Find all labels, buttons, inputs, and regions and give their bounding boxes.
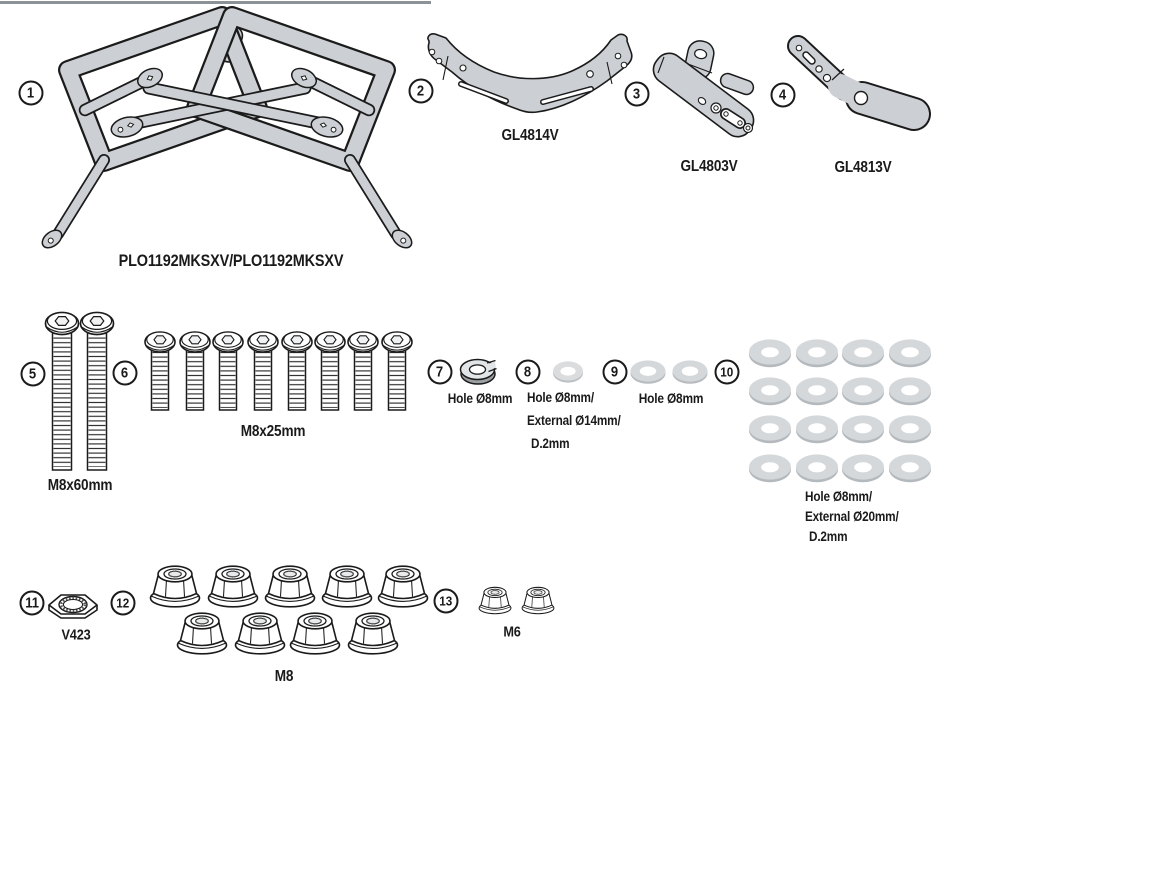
part-3-number-badge: 3: [625, 82, 650, 107]
part-7-label: Hole Ø8mm: [447, 390, 513, 406]
part-10-label-line-1: Hole Ø8mm/: [805, 488, 872, 504]
part-10-label-line-2: External Ø20mm/: [805, 508, 899, 524]
part-13-label: M6: [503, 623, 521, 641]
part-10-washers-grid-drawing: [749, 339, 931, 482]
part-2-bracket-gl4814v-drawing: [428, 34, 632, 113]
part-9-number-badge: 9: [603, 360, 628, 385]
part-5-bolts-drawing: [46, 313, 114, 471]
part-13-number-badge: 13: [434, 589, 459, 614]
part-8-label-line-1: Hole Ø8mm/: [527, 389, 594, 405]
part-3-bracket-gl4803v-drawing: [648, 39, 759, 143]
part-11-nut-v423-drawing: [49, 595, 97, 618]
part-8-label-line-2: External Ø14mm/: [527, 412, 621, 428]
part-5-number-badge: 5: [21, 362, 46, 387]
part-12-label: M8: [274, 668, 294, 685]
part-7-number-badge: 7: [428, 360, 453, 385]
part-1-label: PLO1192MKSXV/PLO1192MKSXV: [118, 251, 344, 270]
part-4-label: GL4813V: [834, 159, 892, 176]
part-8-washer-drawing: [553, 361, 583, 382]
part-11-number-badge: 11: [20, 591, 45, 616]
part-1-frames-drawing: [39, 16, 415, 251]
part-4-number-badge: 4: [771, 83, 796, 108]
part-13-nuts-m6-drawing: [479, 587, 554, 613]
part-6-label: M8x25mm: [240, 423, 306, 440]
part-2-label: GL4814V: [501, 127, 559, 144]
part-11-label: V423: [61, 626, 91, 644]
part-3-label: GL4803V: [680, 158, 738, 175]
part-8-label-line-3: D.2mm: [531, 435, 570, 451]
part-5-label: M8x60mm: [47, 477, 113, 494]
part-12-nuts-m8-drawing: [151, 566, 428, 654]
part-6-bolts-drawing: [145, 332, 412, 410]
part-1-number-badge: 1: [19, 81, 44, 106]
part-4-bracket-gl4813v-drawing: [796, 45, 914, 114]
part-10-number-badge: 10: [715, 360, 740, 385]
part-6-number-badge: 6: [113, 361, 138, 386]
part-2-number-badge: 2: [409, 79, 434, 104]
part-9-label: Hole Ø8mm: [638, 390, 704, 406]
part-9-washers-drawing: [631, 360, 708, 383]
part-7-spring-washer-drawing: [461, 360, 497, 385]
part-10-label-line-3: D.2mm: [809, 528, 848, 544]
part-12-number-badge: 12: [111, 591, 136, 616]
part-8-number-badge: 8: [516, 360, 541, 385]
